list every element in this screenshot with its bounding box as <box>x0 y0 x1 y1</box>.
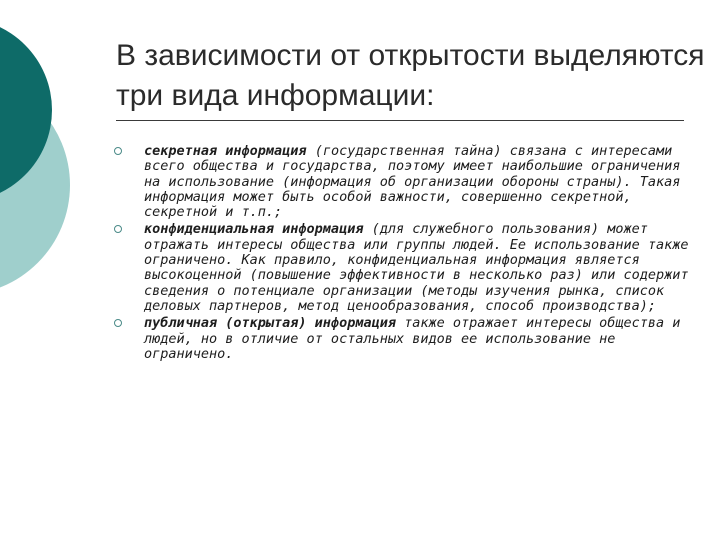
term-confidential: конфиденциальная информация <box>144 221 364 238</box>
list-item-confidential <box>114 222 694 314</box>
circle-bullet-icon <box>114 225 122 233</box>
list-item-secret <box>114 144 694 220</box>
description-public: также отражает интересы общества и людей, но в отличие от остальных видов ее использование не ограничено. <box>144 315 681 362</box>
slide-title: В зависимости от открытости выделяются три вида информации: <box>116 39 705 112</box>
description-confidential: (для служебного пользования) может отражать интересы общества или группы людей. Ее использование также ограничено. Как правило, конфиденциальная информация является высокоценной (повышение эффективности в несколько раз) или содержит сведения о потенциале организации (методы изучения рынка, список деловых партнеров, метод ценообразования, способ производства); <box>144 221 689 314</box>
circle-bullet-icon <box>114 147 122 155</box>
list-item-public <box>114 316 694 362</box>
info-types-list <box>114 144 694 364</box>
term-secret: секретная информация <box>144 143 307 159</box>
description-secret: (государственная тайна) связана с интересами всего общества и государства, поэтому имеет наибольшие ограничения на использование (информация об организации обороны страны). Такая информация может быть особой важности, совершенно секретной, секретной и т.п.; <box>144 143 681 221</box>
term-public: публичная (открытая) информация <box>144 315 396 332</box>
circle-bullet-icon <box>114 319 122 327</box>
title-divider <box>116 120 684 121</box>
decorative-circles <box>0 0 120 300</box>
